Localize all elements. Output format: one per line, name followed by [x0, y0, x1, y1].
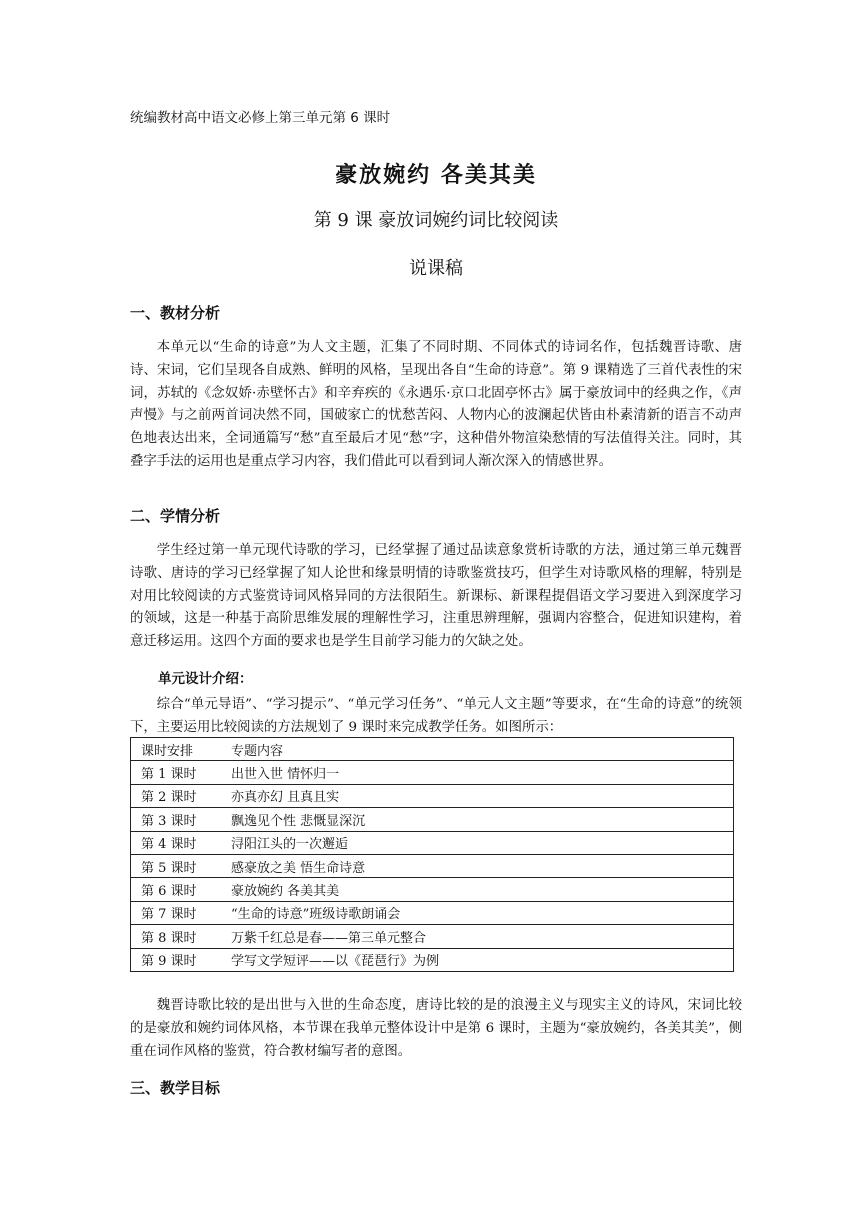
lesson-cell: 第 1 课时: [131, 761, 222, 784]
unit-design-heading: 单元设计介绍：: [158, 671, 253, 687]
lesson-cell: 第 3 课时: [131, 808, 222, 831]
topic-cell: 飘逸见个性 悲慨显深沉: [221, 808, 734, 831]
course-header: 统编教材高中语文必修上第三单元第 6 课时: [130, 110, 391, 126]
table-row: [131, 925, 734, 948]
section-heading-teaching-objectives: 三、教学目标: [130, 1079, 221, 1097]
topic-cell: 浔阳江头的一次邂逅: [221, 831, 734, 854]
topic-cell: 万紫千红总是春——第三单元整合: [221, 925, 734, 948]
lesson-cell: 第 8 课时: [131, 925, 222, 948]
student-analysis-paragraph: 学生经过第一单元现代诗歌的学习，已经掌握了通过品读意象赏析诗歌的方法，通过第三单元魏晋诗歌、唐诗的学习已经掌握了知人论世和缘景明情的诗歌鉴赏技巧，但学生对诗歌风格的理解，特别是对用比较阅读的方式鉴赏诗词风格异同的方法很陌生。新课标、新课程提倡语文学习要进入到深度学习的领域，这是一种基于高阶思维发展的理解性学习，注重思辨理解，强调内容整合，促进知识建构，着意迁移运用。这四个方面的要求也是学生目前学习能力的欠缺之处。: [130, 543, 742, 650]
topic-cell: 学写文学短评——以《琵琶行》为例: [221, 948, 734, 971]
document-type: 说课稿: [409, 258, 463, 279]
section-heading-textbook-analysis: 一、教材分析: [130, 304, 221, 322]
topic-cell: 亦真亦幻 且真且实: [221, 784, 734, 807]
topic-cell: “生命的诗意”班级诗歌朗诵会: [221, 901, 734, 924]
lesson-cell: 第 5 课时: [131, 854, 222, 877]
lesson-cell: 第 6 课时: [131, 878, 222, 901]
textbook-analysis-paragraph: 本单元以“生命的诗意”为人文主题，汇集了不同时期、不同体式的诗词名作，包括魏晋诗歌、唐诗、宋词，它们呈现各自成熟、鲜明的风格，呈现出各自“生命的诗意”。第 9 课精选了三首代表性的宋词，苏轼的《念奴娇·赤壁怀古》和辛弃疾的《永遇乐·京口北固亭怀古》属于豪放词中的经典之作，《声声慢》与之前两首词决然不同，国破家亡的忧愁苦闷、人物内心的波澜起伏皆由朴素清新的语言不动声色地表达出来，全词通篇写“愁”直至最后才见“愁”字，这种借外物渲染愁情的写法值得关注。同时，其叠字手法的运用也是重点学习内容，我们借此可以看到词人渐次深入的情感世界。: [130, 340, 742, 469]
unit-design-paragraph: 综合“单元导语”、“学习提示”、“单元学习任务”、“单元人文主题”等要求，在“生命的诗意”的统领下，主要运用比较阅读的方法规划了 9 课时来完成教学任务。如图所示：: [130, 697, 742, 735]
lesson-cell: 第 2 课时: [131, 784, 222, 807]
table-header-cell: 专题内容: [221, 738, 734, 761]
table-row: [131, 948, 734, 971]
topic-cell: 感豪放之美 悟生命诗意: [221, 854, 734, 877]
lesson-schedule-table: [130, 737, 734, 972]
section-heading-student-analysis: 二、学情分析: [130, 507, 221, 525]
closing-paragraph: 魏晋诗歌比较的是出世与入世的生命态度，唐诗比较的是的浪漫主义与现实主义的诗风，宋词比较的是豪放和婉约词体风格，本节课在我单元整体设计中是第 6 课时，主题为“豪放婉约，各美其美”，侧重在词作风格的鉴赏，符合教材编写者的意图。: [130, 998, 742, 1059]
table-row: [131, 831, 734, 854]
table-row: [131, 854, 734, 877]
lesson-cell: 第 7 课时: [131, 901, 222, 924]
table-row: [131, 761, 734, 784]
lesson-cell: 第 9 课时: [131, 948, 222, 971]
lesson-cell: 第 4 课时: [131, 831, 222, 854]
topic-cell: 豪放婉约 各美其美: [221, 878, 734, 901]
table-header-cell: 课时安排: [131, 738, 222, 761]
table-row: [131, 784, 734, 807]
topic-cell: 出世入世 情怀归一: [221, 761, 734, 784]
lesson-subtitle: 第 9 课 豪放词婉约词比较阅读: [313, 210, 559, 231]
table-header-row: [131, 738, 734, 761]
table-row: [131, 878, 734, 901]
table-row: [131, 808, 734, 831]
table-row: [131, 901, 734, 924]
page-title: 豪放婉约 各美其美: [335, 162, 537, 188]
